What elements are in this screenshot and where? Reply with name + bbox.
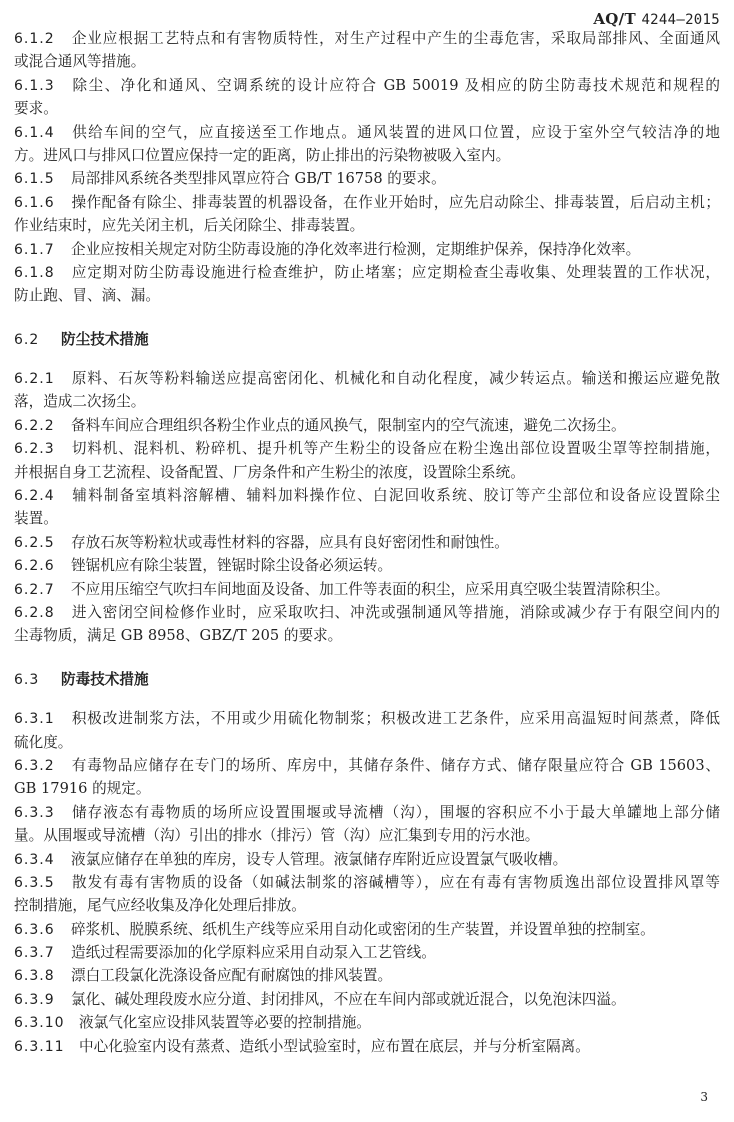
clause-text: 碎浆机、脱膜系统、纸机生产线等应采用自动化或密闭的生产装置，并设置单独的控制室。: [71, 920, 655, 938]
clause-line: [14, 191, 720, 214]
clause-text: 不应用压缩空气吹扫车间地面及设备、加工件等表面的积尘，应采用真空吸尘装置清除积尘。: [71, 580, 670, 598]
section-number: 6.2: [14, 331, 40, 348]
clause-line: [14, 367, 720, 390]
clause-text: 氯化、碱处理段废水应分道、封闭排风，不应在车间内部或就近混合，以免泡沫四溢。: [71, 990, 626, 1008]
clause-text: 企业应按相关规定对防尘防毒设施的净化效率进行检测，定期维护保养，保持净化效率。: [71, 240, 641, 258]
clause: [14, 988, 720, 1011]
clause-line: [14, 214, 720, 237]
clause-line: [14, 507, 720, 530]
clause-line: [14, 1035, 720, 1058]
clause-number: 6.3.8: [14, 968, 55, 985]
clause-line: [14, 144, 720, 167]
clause-text: 操作配备有除尘、排毒装置的机器设备，在作业开始时，应先启动除尘、排毒装置，后启动主机；: [71, 193, 720, 211]
clause-number: 6.3.10: [14, 1015, 65, 1032]
clause: [14, 121, 720, 168]
clause-line: [14, 167, 720, 190]
clause: [14, 941, 720, 964]
clause-line: [14, 261, 720, 284]
clause-text: 锉锯机应有除尘装置，锉锯时除尘设备必须运转。: [71, 557, 393, 575]
section-number: 6.3: [14, 671, 40, 688]
clause-number: 6.2.4: [14, 488, 55, 505]
clause-text: 控制措施，尾气应经收集及净化处理后排放。: [14, 897, 306, 915]
clause-line: [14, 414, 720, 437]
clause-number: 6.2.5: [14, 534, 55, 551]
clause: [14, 918, 720, 941]
clause-number: 6.3.4: [14, 851, 55, 868]
clause-line: [14, 50, 720, 73]
clause-text: 要求。: [14, 100, 58, 118]
clause-line: [14, 754, 720, 777]
clause-number: 6.3.3: [14, 804, 55, 821]
clause-number: 6.3.6: [14, 921, 55, 938]
clause-text: 落，造成二次扬尘。: [14, 393, 146, 411]
standard-code: AQ/T: [593, 10, 636, 28]
clause-number: 6.1.5: [14, 171, 55, 188]
clause-text: 方。进风口与排风口位置应保持一定的距离，防止排出的污染物被吸入室内。: [14, 146, 511, 164]
clause: [14, 754, 720, 801]
clause-text: 企业应根据工艺特点和有害物质特性，对生产过程中产生的尘毒危害，采取局部排风、全面通风: [71, 30, 720, 47]
clause-line: [14, 437, 720, 460]
clause-text: 中心化验室内设有蒸煮、造纸小型试验室时，应布置在底层，并与分析室隔离。: [79, 1037, 590, 1055]
clause-line: [14, 894, 720, 917]
clause: [14, 964, 720, 987]
clause-text: 有毒物品应储存在专门的场所、库房中，其储存条件、储存方式、储存限量应符合 GB 15603、: [71, 756, 720, 774]
clause-number: 6.3.9: [14, 991, 55, 1008]
clause-line: [14, 531, 720, 554]
clause-text: GB 17916 的规定。: [14, 780, 151, 798]
clause-number: 6.2.7: [14, 581, 55, 598]
clause-number: 6.2.2: [14, 417, 55, 434]
clause-number: 6.2.6: [14, 558, 55, 575]
clause-text: 硫化度。: [14, 733, 73, 751]
clause-number: 6.3.5: [14, 874, 55, 891]
clause: [14, 74, 720, 121]
clause-line: [14, 824, 720, 847]
clause-line: [14, 284, 720, 307]
section: [14, 328, 720, 648]
clause-number: 6.1.6: [14, 194, 55, 211]
clause-line: [14, 707, 720, 730]
clause: [14, 707, 720, 754]
clause-text: 储存液态有毒物质的场所应设置围堰或导流槽（沟），围堰的容积应不小于最大单罐地上部分储: [71, 803, 720, 821]
clause-line: [14, 848, 720, 871]
page-number: 3: [700, 1090, 708, 1104]
clause-text: 液氯气化室应设排风装置等必要的控制措施。: [79, 1014, 371, 1032]
clause-line: [14, 624, 720, 647]
clause-line: [14, 918, 720, 941]
clause-line: [14, 777, 720, 800]
clause-line: [14, 27, 720, 50]
clause-line: [14, 731, 720, 754]
clause: [14, 578, 720, 601]
clause-line: [14, 801, 720, 824]
clause-text: 尘毒物质，满足 GB 8958、GBZ/T 205 的要求。: [14, 627, 343, 645]
clause: [14, 484, 720, 531]
document-body: [14, 27, 720, 1058]
clause: [14, 1011, 720, 1034]
clause-line: [14, 941, 720, 964]
clause-number: 6.3.2: [14, 757, 55, 774]
clause: [14, 801, 720, 848]
clause: [14, 531, 720, 554]
standard-number: 4244—2015: [641, 12, 720, 28]
clause-line: [14, 484, 720, 507]
clause-text: 或混合通风等措施。: [14, 53, 146, 71]
clause-text: 作业结束时，应先关闭主机，后关闭除尘、排毒装置。: [14, 217, 365, 235]
clause-number: 6.1.7: [14, 241, 55, 258]
clause-number: 6.1.3: [14, 77, 55, 94]
clause-text: 除尘、净化和通风、空调系统的设计应符合 GB 50019 及相应的防尘防毒技术规范和规程的: [71, 76, 720, 94]
clause-number: 6.1.4: [14, 124, 55, 141]
clause-text: 应定期对防尘防毒设施进行检查维护，防止堵塞；应定期检查尘毒收集、处理装置的工作状况，: [71, 263, 720, 281]
clause-number: 6.2.8: [14, 604, 55, 621]
clause-line: [14, 871, 720, 894]
section-heading: [14, 328, 720, 351]
clause: [14, 871, 720, 918]
clause-line: [14, 97, 720, 120]
clause-text: 进入密闭空间检修作业时，应采取吹扫、冲洗或强制通风等措施，消除或减少存于有限空间内的: [71, 603, 720, 621]
clause: [14, 437, 720, 484]
clause-number: 6.2.1: [14, 371, 55, 388]
clause-line: [14, 554, 720, 577]
clause: [14, 261, 720, 308]
clause: [14, 27, 720, 74]
clause-text: 供给车间的空气，应直接送至工作地点。通风装置的进风口位置，应设于室外空气较洁净的地: [71, 123, 720, 141]
clause-text: 积极改进制浆方法，不用或少用硫化物制浆；积极改进工艺条件，应采用高温短时间蒸煮，降低: [71, 710, 720, 728]
clause-line: [14, 601, 720, 624]
clause-line: [14, 238, 720, 261]
clause: [14, 367, 720, 414]
clause-text: 辅料制备室填料溶解槽、辅料加料操作位、白泥回收系统、胶订等产尘部位和设备应设置除尘: [71, 487, 720, 505]
section: [14, 27, 720, 308]
clause: [14, 414, 720, 437]
clause-line: [14, 121, 720, 144]
clause-line: [14, 1011, 720, 1034]
clause: [14, 601, 720, 648]
clause-number: 6.2.3: [14, 441, 55, 458]
clause-text: 散发有毒有害物质的设备（如碱法制浆的溶碱槽等），应在有毒有害物质逸出部位设置排风罩等: [71, 873, 720, 891]
section: [14, 668, 720, 1058]
clause: [14, 1035, 720, 1058]
clause-number: 6.1.8: [14, 264, 55, 281]
clause-number: 6.3.11: [14, 1038, 65, 1055]
section-title: 防毒技术措施: [61, 670, 149, 688]
clause-text: 漂白工段氯化洗涤设备应配有耐腐蚀的排风装置。: [71, 967, 393, 985]
clause-text: 防止跑、冒、滴、漏。: [14, 287, 160, 305]
clause-number: 6.1.2: [14, 31, 55, 47]
section-title: 防尘技术措施: [61, 330, 149, 348]
clause-text: 存放石灰等粉粒状或毒性材料的容器，应具有良好密闭性和耐蚀性。: [71, 533, 509, 551]
clause: [14, 191, 720, 238]
clause-line: [14, 964, 720, 987]
clause-text: 原料、石灰等粉料输送应提高密闭化、机械化和自动化程度，减少转运点。输送和搬运应避免散: [71, 370, 720, 388]
clause: [14, 554, 720, 577]
clause: [14, 848, 720, 871]
clause-line: [14, 74, 720, 97]
clause: [14, 238, 720, 261]
clause-number: 6.3.7: [14, 945, 55, 962]
clause-text: 液氯应储存在单独的库房，设专人管理。液氯储存库附近应设置氯气吸收槽。: [71, 850, 568, 868]
clause-text: 切料机、混料机、粉碎机、提升机等产生粉尘的设备应在粉尘逸出部位设置吸尘罩等控制措施，: [71, 440, 720, 458]
clause-line: [14, 461, 720, 484]
clause-text: 装置。: [14, 510, 58, 528]
section-heading: [14, 668, 720, 691]
clause-text: 量。从围堰或导流槽（沟）引出的排水（排污）管（沟）应汇集到专用的污水池。: [14, 827, 540, 845]
clause-text: 并根据自身工艺流程、设备配置、厂房条件和产生粉尘的浓度，设置除尘系统。: [14, 463, 525, 481]
clause: [14, 167, 720, 190]
clause-text: 备料车间应合理组织各粉尘作业点的通风换气，限制室内的空气流速，避免二次扬尘。: [71, 416, 626, 434]
document-header: [593, 10, 720, 28]
clause-number: 6.3.1: [14, 711, 55, 728]
clause-text: 造纸过程需要添加的化学原料应采用自动泵入工艺管线。: [71, 944, 436, 962]
clause-line: [14, 578, 720, 601]
clause-text: 局部排风系统各类型排风罩应符合 GB/T 16758 的要求。: [71, 170, 446, 188]
clause-line: [14, 390, 720, 413]
clause-line: [14, 988, 720, 1011]
